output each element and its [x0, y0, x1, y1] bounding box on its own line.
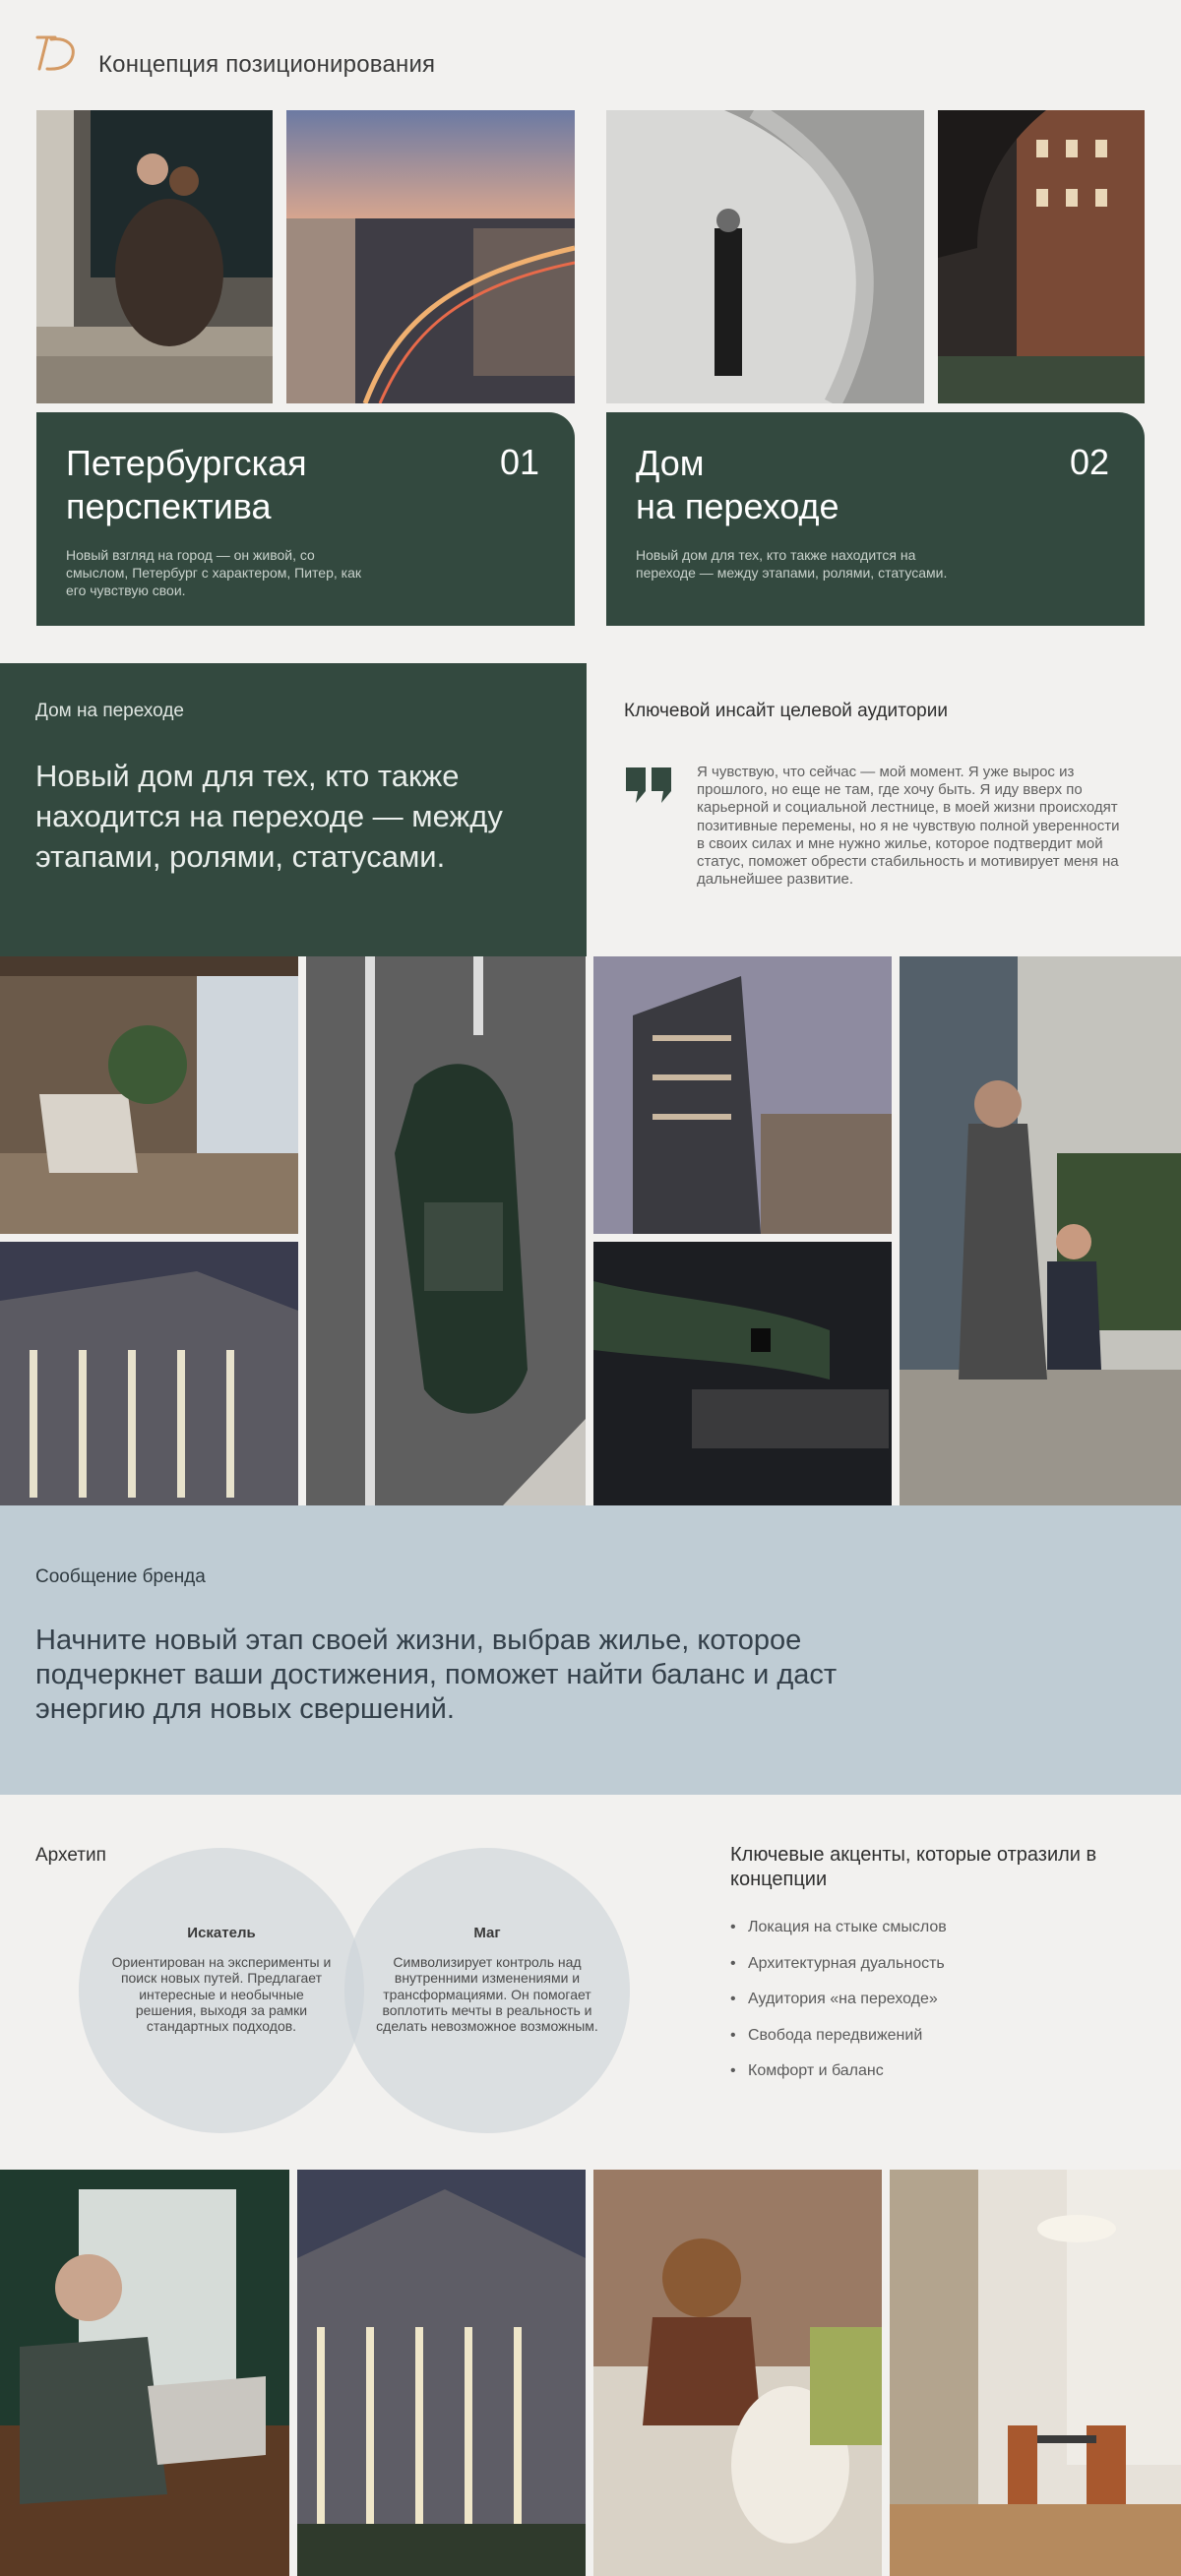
photo-balcony-lounge: [0, 956, 298, 1234]
list-item: • Свобода передвижений: [730, 2026, 923, 2044]
bullet-icon: •: [730, 1954, 736, 1972]
photo-green-car-road: [306, 956, 586, 1505]
photo-car-interior-watch: [593, 1242, 892, 1505]
photo-city-night-traffic: [286, 110, 575, 403]
concept-title: Петербургская перспектива: [66, 443, 307, 526]
accents-list: [730, 1919, 1124, 2099]
photo-man-concrete-wall: [606, 110, 924, 403]
insight-title: Ключевой инсайт целевой аудитории: [624, 701, 948, 721]
photo-couple-steps: [36, 110, 273, 403]
photo-woman-dog-sofa: [593, 2170, 882, 2576]
transition-label: Дом на переходе: [35, 701, 184, 721]
accents-title: Ключевые акценты, которые отразили в концепции: [730, 1844, 1097, 1890]
brand-logo-icon: [35, 33, 77, 73]
bullet-icon: •: [730, 1919, 736, 1935]
archetype-name: Маг: [473, 1925, 501, 1941]
archetype-description: Символизирует контроль над внутренними изменениями и трансформациями. Он помогает воплотить мечты в реальность и сделать невозможное возможным.: [376, 1954, 598, 2035]
bullet-icon: •: [730, 2026, 736, 2044]
archetype-name: Искатель: [187, 1925, 256, 1941]
photo-man-laptop: [0, 2170, 289, 2576]
concept-description: Новый взгляд на город — он живой, со смыслом, Петербург с характером, Питер, как его чувствую свои.: [66, 547, 361, 598]
list-item: • Комфорт и баланс: [730, 2062, 884, 2079]
transition-statement: Новый дом для тех, кто также находится на переходе — между этапами, ролями, статусами.: [35, 759, 503, 874]
concept-description: Новый дом для тех, кто также находится на переходе — между этапами, ролями, статусами.: [636, 547, 948, 581]
page-title: Концепция позиционирования: [98, 51, 436, 78]
brand-message-label: Сообщение бренда: [35, 1566, 206, 1587]
concept-card-1: [36, 412, 575, 626]
list-item: • Локация на стыке смыслов: [730, 1919, 947, 1935]
concept-card-2: [606, 412, 1145, 626]
photo-glass-building: [593, 956, 892, 1234]
brand-message-text: Начните новый этап своей жизни, выбрав жилье, которое подчеркнет ваши достижения, поможет найти баланс и даст энергию для новых свершений.: [35, 1625, 838, 1725]
concept-title: Дом на переходе: [636, 443, 839, 526]
photo-mother-daughter: [900, 956, 1181, 1505]
bullet-icon: •: [730, 2062, 736, 2079]
quote-icon: [624, 766, 673, 805]
photo-brick-building-bridge: [938, 110, 1145, 403]
concept-number: 02: [1069, 442, 1109, 482]
list-item: • Аудитория «на переходе»: [730, 1991, 938, 2007]
bullet-icon: •: [730, 1991, 736, 2007]
insight-quote: Я чувствую, что сейчас — мой момент. Я уже вырос из прошлого, но еще не там, где хочу быть. Я иду вверх по карьерной и социальной лестнице, в моей жизни происходят позитивные перемены, но я не чувствую полной уверенности в своих силах и мне нужно жилье, которое подтвердит мой статус, поможет обрести стабильность и мотивирует меня на дальнейшее развитие.: [697, 764, 1120, 889]
list-item: • Архитектурная дуальность: [730, 1954, 945, 1972]
photo-building-night: [0, 1242, 298, 1505]
photo-dining-interior: [890, 2170, 1181, 2576]
concept-number: 01: [499, 442, 539, 482]
photo-building-evening: [297, 2170, 586, 2576]
archetype-label: Архетип: [35, 1845, 106, 1866]
archetype-description: Ориентирован на эксперименты и поиск новых путей. Предлагает интересные и необычные решения, выходя за рамки стандартных подходов.: [111, 1954, 332, 2035]
